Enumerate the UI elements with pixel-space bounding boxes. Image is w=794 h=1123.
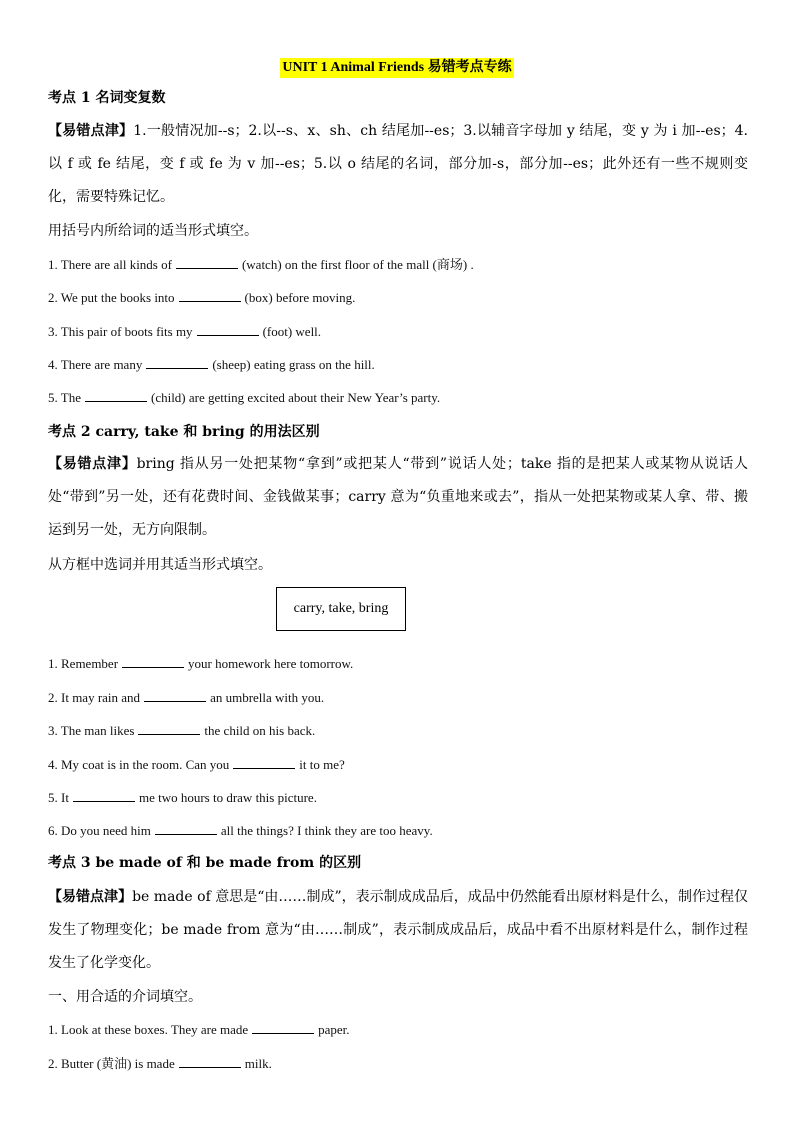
tip-label: 【易错点津】 (48, 456, 137, 472)
section-3-heading: 考点 3 be made of 和 be made from 的区别 (48, 855, 362, 871)
section-1-tip (48, 115, 748, 214)
answer-blank[interactable] (197, 323, 259, 336)
item-prefix: 5. It (48, 790, 69, 805)
answer-blank[interactable] (122, 655, 184, 668)
answer-blank[interactable] (233, 756, 295, 769)
exercise-item (48, 1054, 272, 1074)
item-suffix: (watch) on the first floor of the mall (商场) . (241, 257, 474, 272)
answer-blank[interactable] (252, 1021, 314, 1034)
exercise-item (48, 1020, 350, 1040)
section-2-tip (48, 448, 748, 547)
exercise-item (48, 755, 345, 775)
answer-blank[interactable] (138, 722, 200, 735)
item-prefix: 3. The man likes (48, 723, 135, 738)
section-1-heading: 考点 1 名词变复数 (48, 90, 166, 106)
exercise-item (48, 388, 440, 408)
answer-blank[interactable] (179, 289, 241, 302)
exercise-item (48, 255, 474, 275)
exercise-item (48, 322, 321, 342)
exercise-item (48, 721, 315, 741)
tip-label: 【易错点津】 (48, 889, 133, 905)
item-prefix: 1. Remember (48, 656, 119, 671)
item-suffix: the child on his back. (204, 723, 316, 738)
answer-blank[interactable] (146, 356, 208, 369)
title-row (0, 56, 794, 78)
item-suffix: all the things? I think they are too heavy. (220, 823, 433, 838)
answer-blank[interactable] (176, 256, 238, 269)
section-1-instruction: 用括号内所给词的适当形式填空。 (48, 223, 258, 239)
item-prefix: 3. This pair of boots fits my (48, 324, 193, 339)
item-suffix: milk. (244, 1056, 272, 1071)
section-2-instruction: 从方框中选词并用其适当形式填空。 (48, 557, 272, 573)
answer-blank[interactable] (73, 789, 135, 802)
item-suffix: (foot) well. (262, 324, 322, 339)
section-3-tip (48, 881, 748, 980)
item-prefix: 4. My coat is in the room. Can you (48, 757, 230, 772)
answer-blank[interactable] (155, 822, 217, 835)
answer-blank[interactable] (85, 389, 147, 402)
item-suffix: your homework here tomorrow. (188, 656, 354, 671)
item-prefix: 1. Look at these boxes. They are made (48, 1022, 249, 1037)
word-box: carry, take, bring (276, 587, 406, 631)
section-2-heading: 考点 2 carry, take 和 bring 的用法区别 (48, 424, 320, 440)
tip-text: bring 指从另一处把某物“拿到”或把某人“带到”说话人处；take 指的是把某人或某物从说话人处“带到”另一处，还有花费时间、金钱做某事；carry 意为“负重地来或去”，指从一处把某物或某人拿、带、搬运到另一处，无方向限制。 (48, 456, 748, 538)
item-prefix: 6. Do you need him (48, 823, 151, 838)
exercise-item (48, 688, 324, 708)
item-suffix: me two hours to draw this picture. (138, 790, 317, 805)
exercise-item (48, 788, 317, 808)
tip-label: 【易错点津】 (48, 123, 134, 139)
page-title: UNIT 1 Animal Friends 易错考点专练 (280, 58, 513, 78)
answer-blank[interactable] (144, 689, 206, 702)
item-prefix: 1. There are all kinds of (48, 257, 172, 272)
item-suffix: (box) before moving. (244, 290, 356, 305)
exercise-item (48, 288, 355, 308)
exercise-item (48, 654, 353, 674)
item-prefix: 4. There are many (48, 357, 143, 372)
tip-text: 1.一般情况加--s；2.以--s、x、sh、ch 结尾加--es；3.以辅音字母加 y 结尾，变 y 为 i 加--es；4.以 f 或 fe 结尾，变 f 或 fe 为 v 加--es；5.以 o 结尾的名词，部分加-s，部分加--es；此外还有一些不规则变化，需要特殊记忆。 (48, 123, 749, 205)
item-suffix: (child) are getting excited about their New Year’s party. (150, 390, 441, 405)
exercise-item (48, 821, 433, 841)
tip-text: be made of 意思是“由……制成”，表示制成成品后，成品中仍然能看出原材料是什么，制作过程仅发生了物理变化；be made from 意为“由……制成”，表示制成成品后，成品中看不出原材料是什么，制作过程发生了化学变化。 (48, 889, 749, 971)
item-prefix: 2. Butter (黄油) is made (48, 1056, 175, 1071)
item-prefix: 2. We put the books into (48, 290, 175, 305)
item-prefix: 5. The (48, 390, 81, 405)
exercise-item (48, 355, 375, 375)
item-suffix: (sheep) eating grass on the hill. (212, 357, 375, 372)
item-suffix: it to me? (299, 757, 345, 772)
item-suffix: paper. (318, 1022, 350, 1037)
answer-blank[interactable] (179, 1055, 241, 1068)
item-suffix: an umbrella with you. (210, 690, 325, 705)
item-prefix: 2. It may rain and (48, 690, 141, 705)
section-3-instruction: 一、用合适的介词填空。 (48, 989, 202, 1005)
